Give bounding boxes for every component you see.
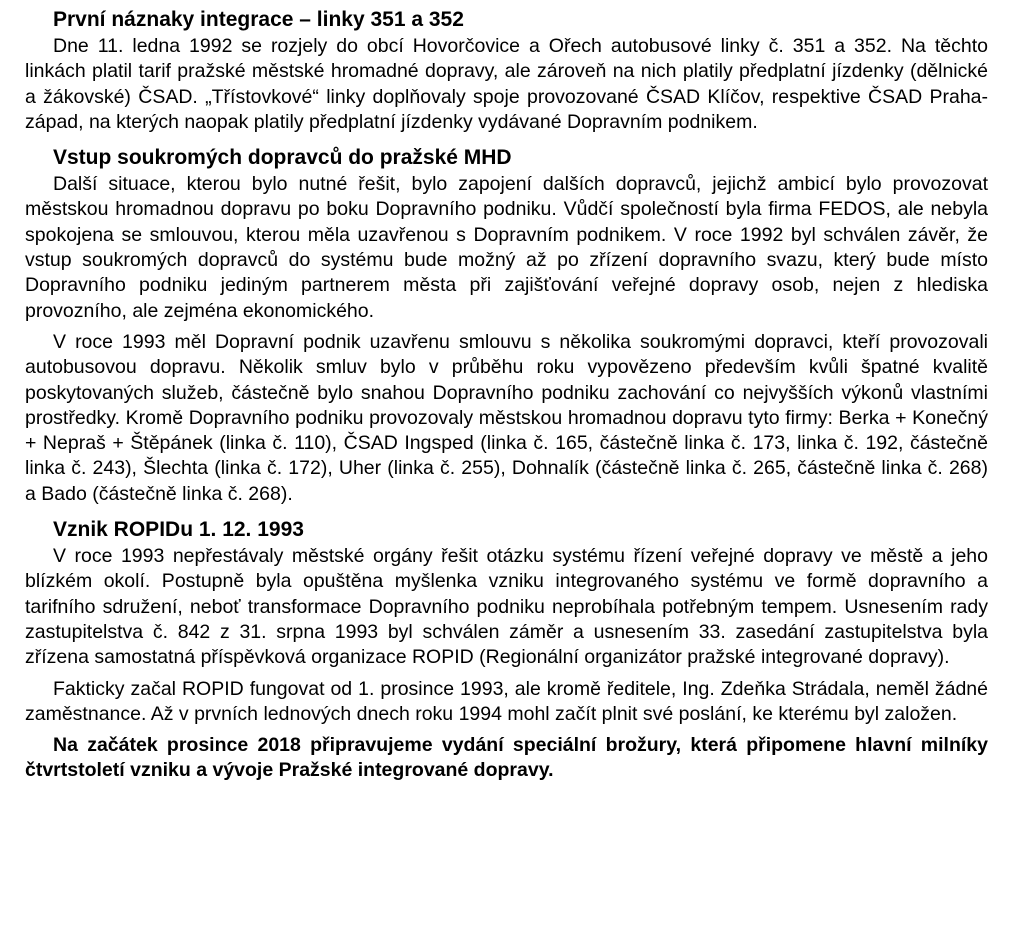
document-page	[25, 6, 988, 790]
paragraph-lines-351-352: Dne 11. ledna 1992 se rozjely do obcí Hovorčovice a Ořech autobusové linky č. 351 a 352. Na těchto linkách platil tarif pražské městské hromadné dopravy, ale zároveň na nich platily předplatní jízdenky (dělnické a žákovské) ČSAD. „Třístovkové“ linky doplňovaly spoje provozované ČSAD Klíčov, respektive ČSAD Praha-západ, na kterých naopak platily předplatní jízdenky vydávané Dopravním podnikem.	[25, 35, 988, 133]
section-heading-ropid-founding: Vznik ROPIDu 1. 12. 1993	[53, 518, 304, 542]
paragraph-private-carriers-intro: Další situace, kterou bylo nutné řešit, bylo zapojení dalších dopravců, jejichž ambicí bylo provozovat městskou hromadnou dopravu po boku Dopravního podniku. Vůdčí společností byla firma FEDOS, ale nebyla spokojena se smlouvou, kterou měla uzavřenou s Dopravním podnikem. V roce 1992 byl schválen závěr, že vstup soukromých dopravců do systému bude možný až po zřízení dopravního svazu, který bude místo Dopravního podniku jediným partnerem města při zajišťování veřejné dopravy osob, nejen z hlediska provozního, ale zejména ekonomického.	[25, 173, 988, 322]
section-heading-first-integration: První náznaky integrace – linky 351 a 352	[53, 8, 464, 31]
section-heading-private-carriers: Vstup soukromých dopravců do pražské MHD	[53, 146, 512, 170]
paragraph-ropid-establishment: V roce 1993 nepřestávaly městské orgány řešit otázku systému řízení veřejné dopravy ve městě a jeho blízkém okolí. Postupně byla opuštěna myšlenka vzniku integrovaného systému ve formě dopravního a tarifního sdružení, neboť transformace Dopravního podniku neprobíhala potřebným tempem. Usnesením rady zastupitelstva č. 842 z 31. srpna 1993 byl schválen záměr a usnesením 33. zasedání zastupitelstva byla zřízena samostatná příspěvková organizace ROPID (Regionální organizátor pražské integrované dopravy).	[25, 545, 988, 669]
paragraph-ropid-operation-start: Fakticky začal ROPID fungovat od 1. prosince 1993, ale kromě ředitele, Ing. Zdeňka Strádala, neměl žádné zaměstnance. Až v prvních lednových dnech roku 1994 mohl začít plnit své poslání, ke kterému byl založen.	[25, 677, 988, 725]
closing-announcement: Na začátek prosince 2018 připravujeme vydání speciální brožury, která připomene hlavní milníky čtvrtstoletí vzniku a vývoje Pražské integrované dopravy.	[25, 734, 988, 782]
paragraph-private-carriers-1993: V roce 1993 měl Dopravní podnik uzavřenu smlouvu s několika soukromými dopravci, kteří provozovali autobusovou dopravu. Několik smluv bylo v průběhu roku vypovězeno především kvůli špatné kvalitě poskytovaných služeb, částečně bylo snahou Dopravního podniku zachování co nejvyšších výkonů vlastními prostředky. Kromě Dopravního podniku provozovaly městskou hromadnou dopravu tyto firmy: Berka + Konečný + Nepraš + Štěpánek (linka č. 110), ČSAD Ingsped (linka č. 165, částečně linka č. 173, linka č. 192, částečně linka č. 243), Šlechta (linka č. 172), Uher (linka č. 255), Dohnalík (částečně linka č. 265, částečně linka č. 268) a Bado (částečně linka č. 268).	[25, 330, 988, 505]
